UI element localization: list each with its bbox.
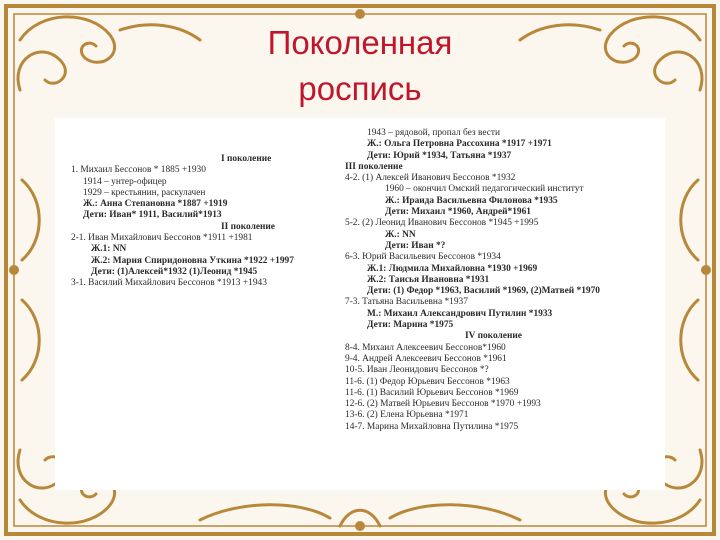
genealogy-line: Дети: (1) Федор *1963, Василий *1969, (2)Матвей *1970 bbox=[367, 286, 600, 297]
genealogy-line: Ж.: Ираида Васильевна Филонова *1935 bbox=[385, 195, 558, 206]
genealogy-line: 9-4. Андрей Алексеевич Бессонов *1961 bbox=[345, 353, 507, 364]
genealogy-line: 1929 – крестьянин, раскулачен bbox=[83, 187, 206, 198]
genealogy-line: 10-5. Иван Леонидович Бессонов *? bbox=[345, 365, 489, 376]
genealogy-line: Дети: Иван *? bbox=[385, 240, 446, 251]
genealogy-line: Ж.1: NN bbox=[91, 244, 127, 255]
title-line-2: роспись bbox=[298, 70, 422, 107]
genealogy-line: Ж.: NN bbox=[385, 229, 416, 240]
genealogy-line: Дети: Михаил *1960, Андрей*1961 bbox=[385, 207, 531, 218]
content-panel bbox=[55, 118, 665, 490]
genealogy-line: Дети: (1)Алексей*1932 (1)Леонид *1945 bbox=[91, 266, 258, 277]
genealogy-line: 3-1. Василий Михайлович Бессонов *1913 +1943 bbox=[71, 278, 267, 289]
genealogy-line: 14-7. Марина Михайловна Путилина *1975 bbox=[345, 421, 519, 432]
genealogy-line: Дети: Иван* 1911, Василий*1913 bbox=[83, 210, 222, 221]
slide-title bbox=[200, 20, 520, 112]
right-column bbox=[345, 128, 665, 433]
genealogy-line: 4-2. (1) Алексей Иванович Бессонов *1932 bbox=[345, 173, 516, 184]
genealogy-line: 8-4. Михаил Алексеевич Бессонов*1960 bbox=[345, 342, 506, 353]
genealogy-line: Дети: Юрий *1934, Татьяна *1937 bbox=[367, 150, 512, 161]
genealogy-line: 1960 – окончил Омский педагогический институт bbox=[385, 184, 584, 195]
genealogy-line: Ж.1: Людмила Михайловна *1930 +1969 bbox=[367, 263, 538, 274]
title-line-1: Поколенная bbox=[267, 24, 453, 61]
genealogy-line: IV поколение bbox=[465, 331, 522, 342]
genealogy-line: 1943 – рядовой, пропал без вести bbox=[367, 128, 501, 138]
genealogy-line: 12-6. (2) Матвей Юрьевич Бессонов *1970 +1993 bbox=[345, 399, 541, 410]
genealogy-line: 13-6. (2) Елена Юрьевна *1971 bbox=[345, 410, 469, 421]
genealogy-line: 11-6. (1) Федор Юрьевич Бессонов *1963 bbox=[345, 376, 510, 387]
genealogy-line: Ж.2: Мария Спиридоновна Уткина *1922 +1997 bbox=[91, 255, 294, 266]
genealogy-line: I поколение bbox=[221, 154, 272, 164]
genealogy-line: 7-3. Татьяна Васильевна *1937 bbox=[345, 297, 468, 308]
genealogy-line: III поколение bbox=[345, 161, 403, 172]
genealogy-line: II поколение bbox=[221, 221, 275, 232]
genealogy-line: М.: Михаил Александрович Путилин *1933 bbox=[367, 308, 553, 319]
left-column bbox=[71, 154, 361, 290]
genealogy-line: 1. Михаил Бессонов * 1885 +1930 bbox=[71, 165, 206, 176]
genealogy-line: 6-3. Юрий Васильевич Бессонов *1934 bbox=[345, 252, 501, 263]
genealogy-line: 2-1. Иван Михайлович Бессонов *1911 +1981 bbox=[71, 233, 253, 244]
genealogy-line: 5-2. (2) Леонид Иванович Бессонов *1945 +1995 bbox=[345, 218, 539, 229]
genealogy-line: Ж.: Ольга Петровна Рассохина *1917 +1971 bbox=[367, 139, 552, 150]
genealogy-line: 1914 – унтер-офицер bbox=[83, 176, 167, 187]
genealogy-line: Ж.: Анна Степановна *1887 +1919 bbox=[83, 199, 228, 210]
genealogy-line: Ж.2: Таисья Ивановна *1931 bbox=[367, 274, 490, 285]
genealogy-line: 11-6. (1) Василий Юрьевич Бессонов *1969 bbox=[345, 387, 519, 398]
genealogy-line: Дети: Марина *1975 bbox=[367, 320, 454, 331]
